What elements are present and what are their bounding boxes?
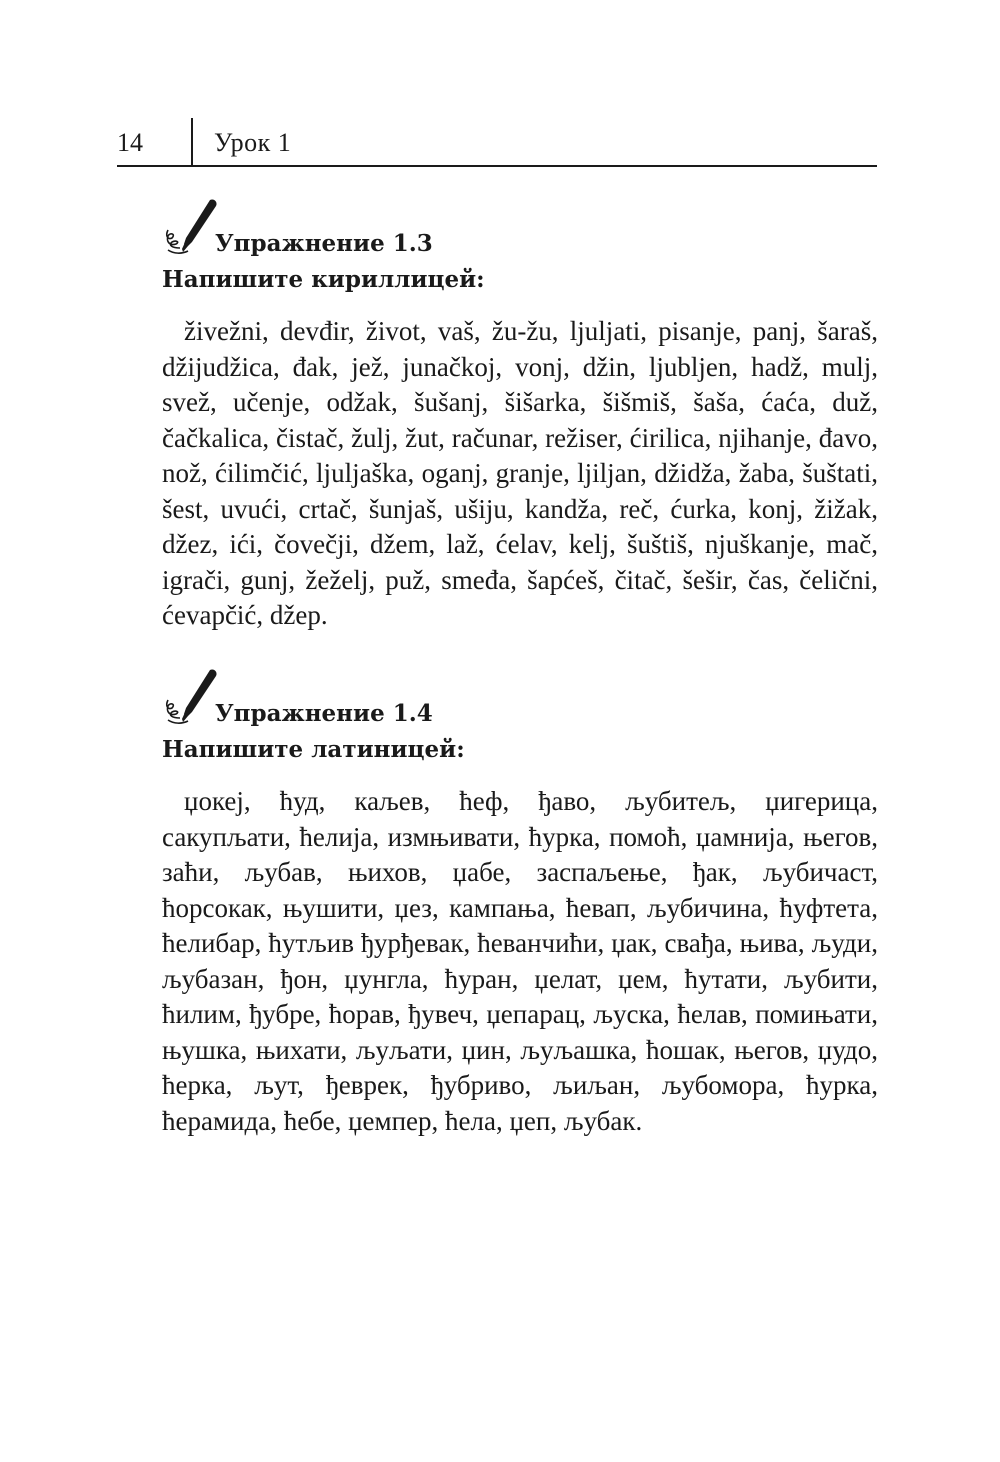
page-number: 14 — [117, 128, 143, 157]
header-divider — [191, 118, 193, 166]
chapter-title: Урок 1 — [214, 128, 292, 157]
exercise-instruction: Напишите кириллицей: — [162, 266, 485, 293]
exercise-text: џокеј, ћуд, каљев, ћеф, ђаво, љубитељ, џигерица, сакупљати, ћелија, измњивати, ћурка, помоћ, џамнија, његов, заћи, љубав, њихов, џабе, заспаљење, ђак, љубичаст, ћорсокак, њушити, џез, кампања, ћевап, љубичина, ћуфтета, ћелибар, ћутљив ђурђевак, ћеванчићи, џак, свађа, њива, људи, љубазан, ђон, џунгла, ћуран, џелат, џем, ћутати, љубити, ћилим, ђубре, ћорав, ђувеч, џепарац, љуска, ћелав, помињати, њушка, њихати, љуљати, џин, љуљашка, ћошак, његов, џудо, ћерка, љут, ђеврек, ђубриво, љиљан, љубомора, ћурка, ћерамида, ћебе, џемпер, ћела, џеп, љубак. — [162, 786, 878, 1136]
exercise-instruction: Напишите латиницей: — [162, 736, 465, 763]
exercise-header — [162, 668, 878, 734]
running-head — [117, 118, 877, 166]
exercise-title: Упражнение 1.4 — [215, 700, 433, 727]
exercise-1-4 — [162, 668, 878, 1166]
exercise-header — [162, 198, 878, 264]
exercise-text: živežni, devđir, život, vaš, žu-žu, ljuljati, pisanje, panj, šaraš, ǆijuǆica, đak, jež, junačkoj, vonj, ǆin, ljubljen, haǆ, mulj, svež, učenje, oǆak, šušanj, šišarka, šišmiš, šaša, ćaća, duž, čačkalica, čistač, žulj, žut, računar, režiser, ćirilica, njihanje, đavo, nož, ćilimčić, ljuljaška, oganj, granje, ljiljan, ǆiǆa, žaba, šuštati, šest, uvući, crtač, šunjaš, ušiju, kanǆa, reč, ćurka, konj, žižak, ǆez, ići, čovečji, ǆem, laž, ćelav, kelj, šuštiš, njuškanje, mač, igrači, gunj, žeželj, puž, smeđa, šapćeš, čitač, šešir, čas, čelični, ćevapčić, ǆep. — [162, 316, 878, 630]
header-rule — [117, 165, 877, 167]
fountain-pen-writing-icon — [162, 668, 218, 728]
fountain-pen-writing-icon — [162, 198, 218, 258]
exercise-1-3 — [162, 198, 878, 661]
exercise-title: Упражнение 1.3 — [215, 230, 433, 257]
